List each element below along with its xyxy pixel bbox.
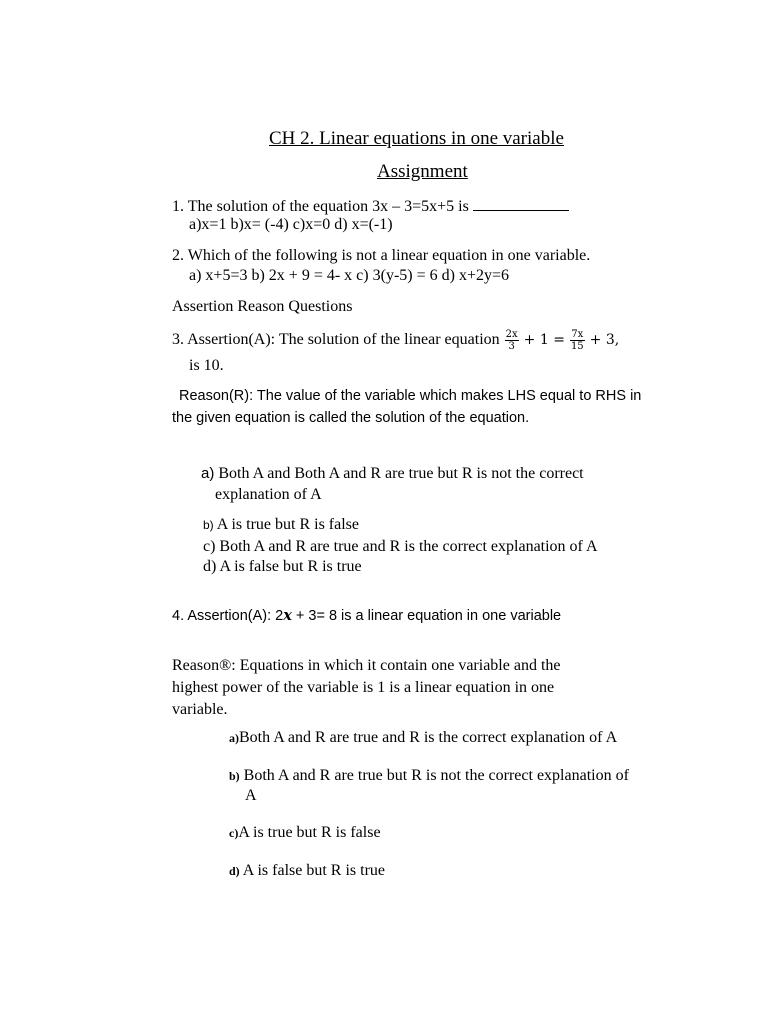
question-2-options: a) x+5=3 b) 2x + 9 = 4- x c) 3(y-5) = 6 d) x+2y=6	[189, 267, 509, 284]
question-3-option-a	[201, 464, 584, 484]
question-3-assertion-text: 3. Assertion(A): The solution of the linear equation	[172, 331, 500, 348]
question-4-option-d	[229, 861, 385, 881]
question-4-assertion-rest: + 3= 8 is a linear equation in one variable	[295, 608, 562, 624]
option-d-text: A is false but R is true	[242, 862, 386, 879]
question-3-option-d: d) A is false but R is true	[203, 558, 362, 575]
question-3-option-c: c) Both A and R are true and R is the correct explanation of A	[203, 538, 598, 555]
question-1-stem: 1. The solution of the equation 3x – 3=5x+5 is	[172, 198, 469, 215]
page-title: CH 2. Linear equations in one variable	[269, 128, 564, 149]
question-3-assertion	[172, 326, 619, 354]
answer-blank	[473, 196, 569, 211]
question-4-option-c	[229, 823, 381, 843]
option-b-marker: b)	[229, 769, 240, 783]
variable-x: x	[283, 607, 292, 624]
option-b-text: A is true but R is false	[216, 516, 360, 533]
question-4-assertion	[172, 606, 561, 626]
question-4-option-a	[229, 728, 617, 748]
question-1-options: a)x=1 b)x= (-4) c)x=0 d) x=(-1)	[189, 216, 393, 233]
question-3-assertion-end: is 10.	[189, 357, 224, 374]
section-heading: Assertion Reason Questions	[172, 298, 353, 315]
question-4-assertion-prefix: 4. Assertion(A): 2	[172, 608, 284, 624]
option-b-text: Both A and R are true but R is not the correct explanation of	[243, 767, 629, 784]
question-2-stem: 2. Which of the following is not a linear equation in one variable.	[172, 247, 591, 264]
page-subtitle: Assignment	[377, 161, 468, 182]
question-3-reason-line-1: Reason(R): The value of the variable which makes LHS equal to RHS in	[179, 388, 642, 404]
question-4-reason-line-1: Reason®: Equations in which it contain one variable and the	[172, 657, 561, 674]
option-a-marker: a)	[229, 731, 239, 745]
option-a-text: Both A and Both A and R are true but R is not the correct	[218, 465, 584, 482]
question-3-option-a-cont: explanation of A	[215, 486, 322, 503]
option-d-marker: d)	[229, 864, 240, 878]
question-4-reason-line-3: variable.	[172, 701, 228, 718]
option-a-marker: a)	[201, 465, 215, 482]
option-c-marker: c)	[229, 826, 239, 840]
fraction-7x-over-15: $\frac{7x}{15}$	[570, 328, 584, 352]
question-3-reason-line-2: the given equation is called the solution of the equation.	[172, 410, 530, 426]
question-4-option-b	[229, 766, 629, 786]
question-3-option-b	[203, 515, 359, 535]
question-4-reason-line-2: highest power of the variable is 1 is a linear equation in one	[172, 679, 555, 696]
equation-tail: + 3,	[589, 332, 620, 348]
question-1	[172, 196, 569, 217]
fraction-2x-over-3: $\frac{2x}{3}$	[505, 328, 518, 352]
option-b-marker: b)	[203, 518, 214, 532]
equation-middle: + 1 =	[523, 332, 565, 348]
question-4-option-b-cont: A	[245, 787, 257, 804]
option-a-text: Both A and R are true and R is the correct explanation of A	[239, 729, 618, 746]
option-c-text: A is true but R is false	[238, 824, 381, 841]
